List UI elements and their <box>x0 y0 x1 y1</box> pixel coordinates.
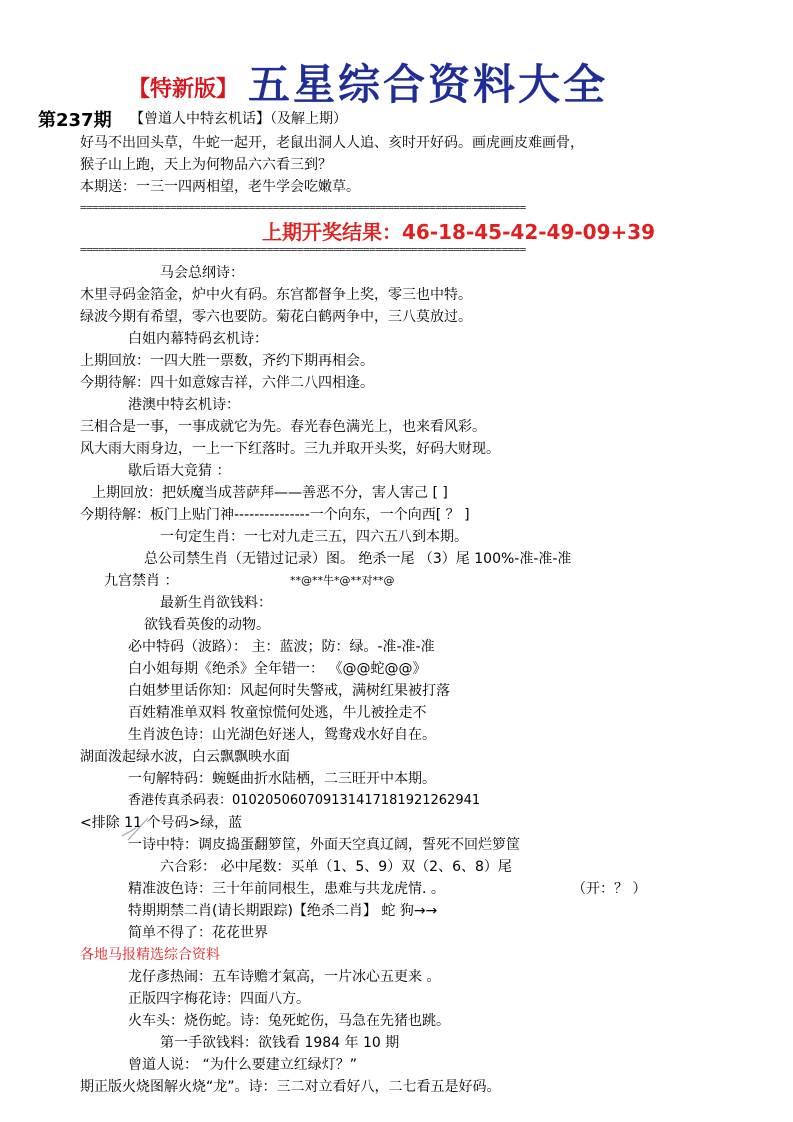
text-line: 九宫禁肖 ： <box>104 573 179 589</box>
edition-tag: 【特新版】 <box>128 77 239 102</box>
riddle-line-3: 本期送：一三一四两相望，老牛学会吃嫩草。 <box>80 179 360 195</box>
text-line: 今期待解：板门上贴门神---------------一个向东，一个向西[ ？ ] <box>80 507 470 523</box>
text-line: 木里寻码金箔金，炉中火有码。东宫都督争上奖，零三也中特。 <box>80 287 472 303</box>
text-line: 火车头：烧伤蛇。诗：兔死蛇伤，马急在先猪也跳。 <box>128 1013 450 1029</box>
text-line: 第一手欲钱料：欲钱看 1984 年 10 期 <box>160 1035 400 1051</box>
text-line: 湖面泼起绿水波，白云飘飘映水面 <box>80 749 290 765</box>
text-line: 简单不得了：花花世界 <box>128 925 268 941</box>
text-line: 一诗中特：调皮捣蛋翻箩筐，外面天空真辽阔，誓死不回烂箩筐 <box>128 837 520 853</box>
text-line: 白姐梦里话你知：风起何时失警戒，满树红果被打落 <box>128 683 450 699</box>
text-line: 正版四字梅花诗：四面八方。 <box>128 991 310 1007</box>
section-heading-red: 各地马报精选综合资料 <box>80 947 220 963</box>
issue-number: 第237期 <box>38 110 112 131</box>
last-result-numbers: 46-18-45-42-49-09+39 <box>402 220 656 244</box>
riddle-line-1: 好马不出回头草，牛蛇一起开，老鼠出洞人人追、亥时开好码。画虎画皮难画骨， <box>80 135 584 151</box>
section-heading: 白姐内幕特码玄机诗： <box>128 331 268 347</box>
text-line: 香港传真杀码表：0102050607091314171819212629​41 <box>128 793 481 808</box>
page-title: 五星综合资料大全 <box>248 60 609 109</box>
section-heading: 港澳中特玄机诗： <box>128 397 240 413</box>
text-line: **@**牛*@**对**@ <box>290 574 395 587</box>
text-line: 上期回放：一四大胜一票数，齐约下期再相会。 <box>80 353 374 369</box>
text-line: 精准波色诗：三十年前同根生，患难与共龙虎情. 。 <box>128 881 445 897</box>
text-line: 一句定生肖：一七对九走三五，四六五八到本期。 <box>160 529 468 545</box>
text-line: 曾道人说： “为什么要建立红绿灯？” <box>128 1057 357 1073</box>
last-result <box>262 216 655 245</box>
text-line: 绿波今期有希望，零六也要防。菊花白鹤两争中，三八莫放过。 <box>80 309 472 325</box>
section-heading: 最新生肖欲钱料： <box>160 595 272 611</box>
text-line: 欲钱看英俊的动物。 <box>144 617 270 633</box>
section-heading: 歇后语大竞猜 ： <box>128 463 231 479</box>
separator-top: ========================================================================== <box>80 201 526 214</box>
text-line: 白小姐每期《绝杀》全年错一： 《@@蛇@@》 <box>128 661 427 677</box>
issue-subtitle: 【曾道人中特玄机话】（及解上期） <box>130 111 347 127</box>
separator-bottom: ========================================================================== <box>80 243 526 256</box>
text-line: 生肖波色诗：山光湖色好迷人，鸳鸯戏水好自在。 <box>128 727 436 743</box>
text-line: 必中特码（波路）： 主：蓝波；防：绿。-准-准-准 <box>128 639 435 655</box>
text-line: 期正版火烧图解火烧“龙”。诗：三二对立看好八，二七看五是好码。 <box>80 1079 501 1095</box>
text-line: 六合彩： 必中尾数：买单（1、5、9）双（2、6、8）尾 <box>160 859 512 875</box>
text-line: 上期回放：把妖魔当成菩萨拜——善恶不分，害人害己 [ ] <box>92 485 448 501</box>
riddle-line-2: 猴子山上跑，天上为何物品六六看三到？ <box>80 157 332 173</box>
last-result-label: 上期开奖结果： <box>262 220 402 244</box>
text-line: 龙仔彥热闹：五车诗赡才氣高，一片冰心五更来 。 <box>128 969 441 985</box>
text-line: 三相合是一事，一事成就它为先。春光春色满光上，也来看风彩。 <box>80 419 486 435</box>
text-line: 今期待解：四十如意嫁吉祥，六伴二八四相逢。 <box>80 375 374 391</box>
text-line: （开：？ ） <box>572 881 647 897</box>
horse-poem-heading: 马会总纲诗： <box>160 265 244 281</box>
text-line: <排除 11 个号码>绿，蓝 <box>80 815 243 831</box>
text-line: 一句解特码：蜿蜒曲折水陆栖，二三旺开中本期。 <box>128 771 436 787</box>
text-line: 风大雨大雨身边，一上一下红落时。三九并取开头奖，好码大财现。 <box>80 441 500 457</box>
text-line: 百姓精准单双料 牧童惊慌何处逃，牛儿被拴走不 <box>128 705 427 721</box>
text-line: 特期期禁二肖(请长期跟踪)【绝杀二肖】 蛇 狗→→ <box>128 903 438 919</box>
text-line: 总公司禁生肖（无错过记录）图。 绝杀一尾 （3）尾 100%-准-准-准 <box>144 551 572 567</box>
